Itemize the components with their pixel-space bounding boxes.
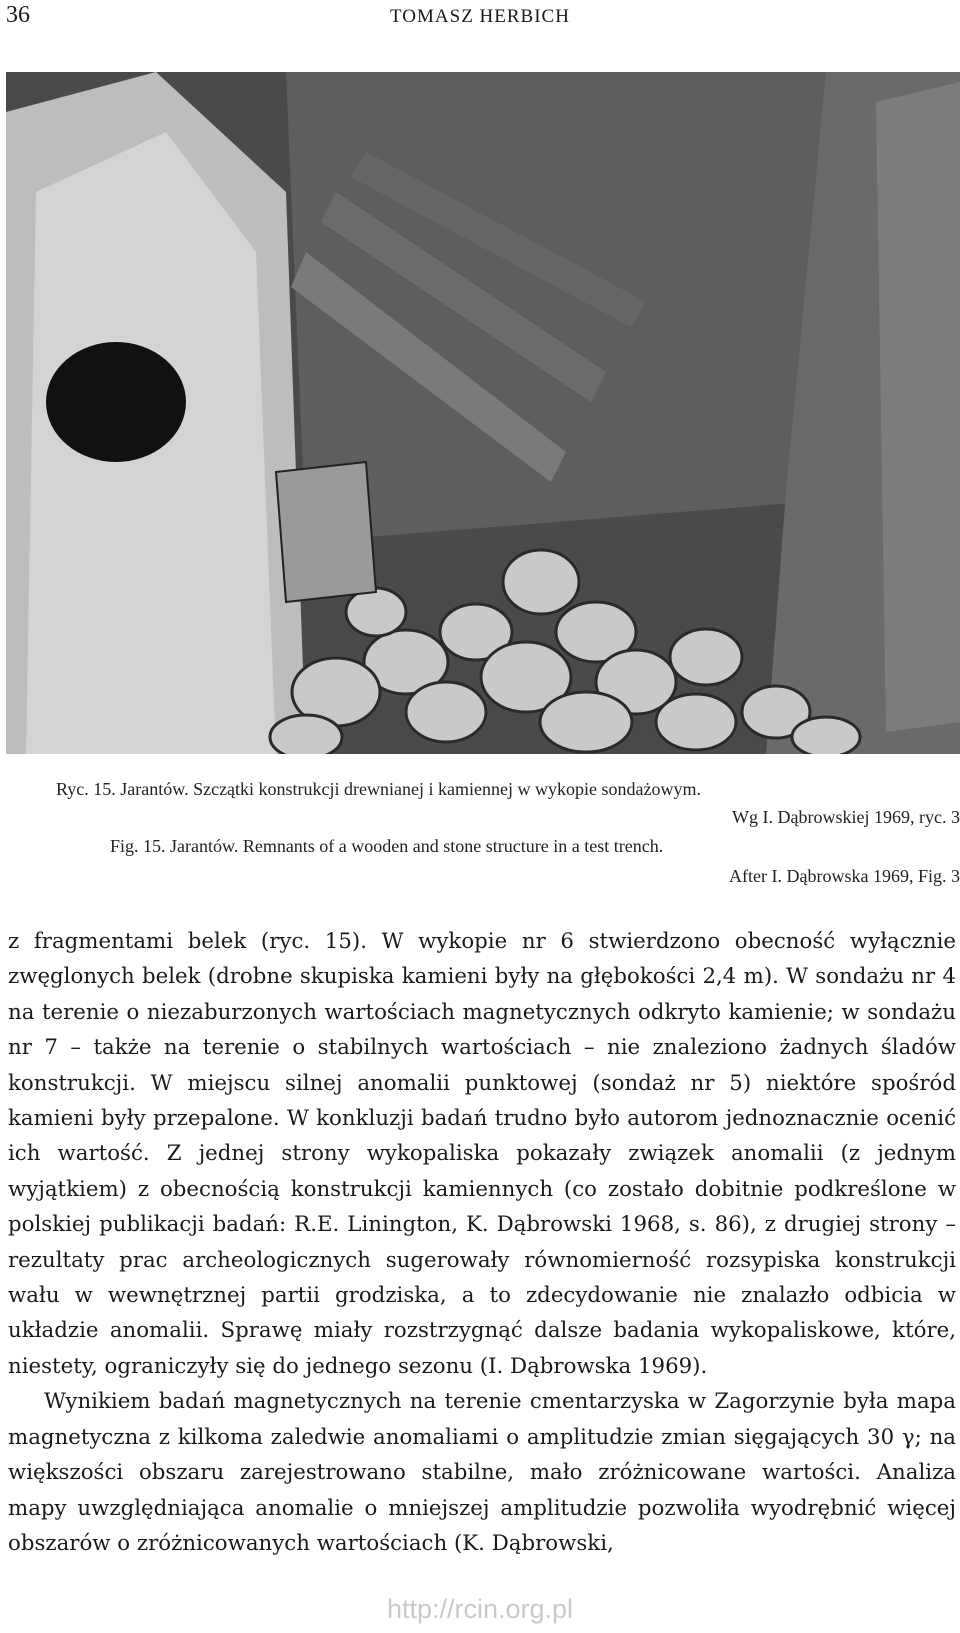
paragraph-2: Wynikiem badań magnetycznych na terenie cmentarzyska w Zagorzynie była mapa magnetyczna z kilkoma zaledwie anomaliami o amplitudzie zmian sięgających 30 γ; na większości obszaru zarejestrowano stabilne, mało zróżnicowane wartości. Analiza mapy uwzględniająca anomalie o mniejszej amplitudzie pozwoliła wyodrębnić więcej obszarów o zróżnicowanych wartościach (K. Dąbrowski, [8, 1389, 956, 1556]
source-watermark: http://rcin.org.pl [386, 1594, 574, 1624]
paragraph-1: z fragmentami belek (ryc. 15). W wykopie nr 6 stwierdzono obecność wyłącznie zwęglonych belek (drobne skupiska kamieni były na głębokości 2,4 m). W sondażu nr 4 na terenie o niezaburzonych wartościach magnetycznych odkryto kamienie; w sondażu nr 7 – także na terenie o stabilnych wartościach – nie znaleziono żadnych śladów konstrukcji. W miejscu silnej anomalii punktowej (sondaż nr 5) niektóre spośród kamieni były przepalone. W konkluzji badań trudno było autorom jednoznacznie ocenić ich wartość. Z jednej strony wykopaliska pokazały związek anomalii (z jednym wyjątkiem) z obecnością konstrukcji kamiennych (co zostało dobitnie podkreślone w polskiej publikacji badań: R.E. Linington, K. Dąbrowski 1968, s. 86), z drugiej strony – rezultaty prac archeologicznych sugerowały równomierność rozsypiska konstrukcji wału w wewnętrznej partii grodziska, a to zdecydowanie nie znalazło odbicia w układzie anomalii. Sprawę miały rozstrzygnąć dalsze badania wykopaliskowe, które, niestety, ograniczyły się do jednego sezonu (I. Dąbrowska 1969). [8, 929, 956, 1379]
running-head [6, 2, 954, 30]
figure-caption-polish: Ryc. 15. Jarantów. Szczątki konstrukcji drewnianej i kamiennej w wykopie sondażowym. [56, 779, 701, 799]
page-number: 36 [6, 2, 30, 28]
excavation-photo [6, 72, 960, 754]
figure-source-polish: Wg I. Dąbrowskiej 1969, ryc. 3 [732, 807, 960, 827]
running-title: TOMASZ HERBICH [390, 6, 570, 27]
figure-source-english: After I. Dąbrowska 1969, Fig. 3 [729, 866, 960, 886]
body-text [8, 924, 956, 1561]
figure-caption-english: Fig. 15. Jarantów. Remnants of a wooden and stone structure in a test trench. [110, 836, 664, 856]
